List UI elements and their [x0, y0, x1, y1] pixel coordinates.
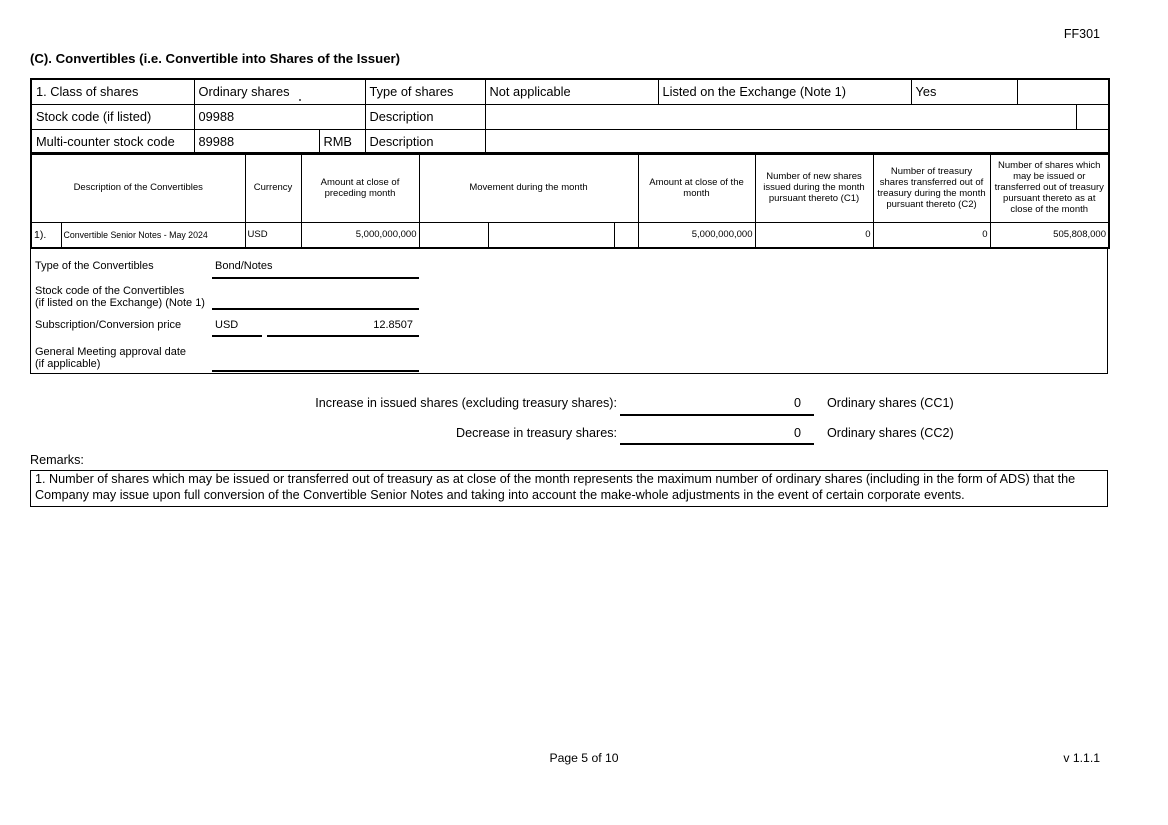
type-of-convertibles-value: Bond/Notes	[215, 260, 273, 272]
type-of-shares-label: Type of shares	[365, 79, 485, 104]
increase-unit-label: Ordinary shares (CC1)	[827, 396, 954, 410]
new-shares-c1-value: 0	[755, 222, 873, 248]
convertible-description: Convertible Senior Notes - May 2024	[61, 222, 245, 248]
movement-cell-b	[488, 222, 614, 248]
stray-period-mark	[299, 99, 301, 101]
multi-counter-description-value	[485, 129, 1109, 154]
remarks-box: 1. Number of shares which may be issued or transferred out of treasury as at close of the month represents the maximum number of ordinary shares (including in the form of ADS) that the Company may issue upon full conversion of the Convertible Senior Notes and taking into account the make-whole adjustments in the event of certain corporate events.	[30, 470, 1108, 507]
price-currency-underline	[212, 335, 262, 337]
treasury-c2-value: 0	[873, 222, 990, 248]
header-new-shares-c1: Number of new shares issued during the month pursuant thereto (C1)	[755, 153, 873, 222]
header-amount-preceding: Amount at close of preceding month	[301, 153, 419, 222]
increase-issued-shares-label: Increase in issued shares (excluding treasury shares):	[315, 396, 617, 410]
stock-description-value	[485, 104, 1076, 129]
listed-extra-cell	[1017, 79, 1109, 104]
increase-issued-shares-value: 0	[793, 396, 801, 410]
approval-date-label-line1: General Meeting approval date	[35, 346, 187, 358]
may-be-issued-value: 505,808,000	[990, 222, 1109, 248]
convertibles-data-row	[31, 222, 1109, 248]
amount-close-value: 5,000,000,000	[638, 222, 755, 248]
table-row	[31, 104, 1109, 129]
class-of-shares-label: 1. Class of shares	[31, 79, 194, 104]
page-title: (C). Convertibles (i.e. Convertible into Shares of the Issuer)	[30, 51, 401, 66]
header-treasury-c2: Number of treasury shares transferred out of treasury during the month pursuant thereto (C2)	[873, 153, 990, 222]
header-movement: Movement during the month	[419, 153, 638, 222]
decrease-unit-label: Ordinary shares (CC2)	[827, 426, 954, 440]
stock-description-extra-cell	[1076, 104, 1109, 129]
convertibles-stock-code-label-line2: (if listed on the Exchange) (Note 1)	[35, 297, 205, 309]
convertible-details-box	[30, 249, 1108, 374]
type-underline	[212, 277, 419, 279]
multi-counter-stock-code-value: 89988	[194, 129, 319, 154]
multi-counter-stock-code-label: Multi-counter stock code	[31, 129, 194, 154]
convertibles-header-row	[31, 153, 1109, 222]
convertible-currency: USD	[245, 222, 301, 248]
header-may-be-issued: Number of shares which may be issued or transferred out of treasury pursuant thereto as at close of the month	[990, 153, 1109, 222]
decrease-treasury-shares-value: 0	[793, 426, 801, 440]
table-row	[31, 79, 1109, 104]
stock-code-value: 09988	[194, 104, 365, 129]
header-currency: Currency	[245, 153, 301, 222]
movement-cell-a	[419, 222, 488, 248]
remarks-label: Remarks:	[30, 453, 84, 467]
conversion-price-currency: USD	[215, 319, 239, 331]
share-class-table	[30, 78, 1110, 155]
approval-date-label-line2: (if applicable)	[35, 358, 101, 370]
listed-on-exchange-value: Yes	[911, 79, 1017, 104]
conversion-price-value: 12.8507	[373, 319, 413, 331]
header-description: Description of the Convertibles	[31, 153, 245, 222]
decrease-treasury-shares-label: Decrease in treasury shares:	[456, 426, 617, 440]
page-number: Page 5 of 10	[549, 751, 619, 765]
header-amount-close: Amount at close of the month	[638, 153, 755, 222]
form-code: FF301	[1063, 27, 1100, 41]
stock-description-label: Description	[365, 104, 485, 129]
approval-underline	[212, 370, 419, 372]
stock-code-underline	[212, 308, 419, 310]
increase-underline	[620, 414, 814, 416]
version-label: v 1.1.1	[1063, 751, 1100, 765]
price-value-underline	[267, 335, 419, 337]
type-of-convertibles-label: Type of the Convertibles	[35, 260, 154, 272]
multi-counter-description-label: Description	[365, 129, 485, 154]
row-index: 1).	[31, 222, 61, 248]
class-of-shares-value: Ordinary shares	[194, 79, 365, 104]
movement-cell-c	[614, 222, 638, 248]
multi-counter-currency: RMB	[319, 129, 365, 154]
convertibles-stock-code-label-line1: Stock code of the Convertibles	[35, 285, 185, 297]
listed-on-exchange-label: Listed on the Exchange (Note 1)	[658, 79, 911, 104]
stock-code-label: Stock code (if listed)	[31, 104, 194, 129]
decrease-underline	[620, 443, 814, 445]
conversion-price-label: Subscription/Conversion price	[35, 319, 182, 331]
convertibles-table	[30, 152, 1110, 249]
type-of-shares-value: Not applicable	[485, 79, 658, 104]
amount-preceding-value: 5,000,000,000	[301, 222, 419, 248]
table-row	[31, 129, 1109, 154]
